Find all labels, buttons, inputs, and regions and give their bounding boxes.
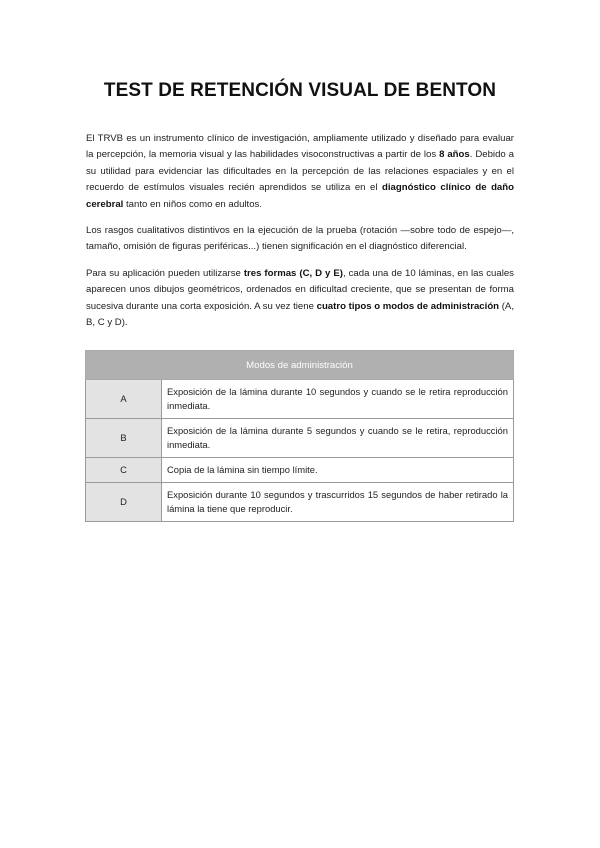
paragraph-application-segment: Para su aplicación pueden utilizarse (86, 267, 244, 279)
mode-description-cell: Exposición de la lámina durante 5 segundos y cuando se le retira, reproducción inmediata. (162, 419, 514, 458)
mode-letter-cell: A (86, 380, 162, 419)
paragraph-application (86, 266, 514, 332)
document-title: TEST DE RETENCIÓN VISUAL DE BENTON (103, 80, 497, 101)
mode-letter-cell: B (86, 419, 162, 458)
mode-description-cell: Exposición durante 10 segundos y trascurridos 15 segundos de haber retirado la lámina la tiene que reproducir. (162, 483, 514, 522)
paragraph-application-bold-forms: tres formas (C, D y E) (243, 267, 343, 279)
paragraph-intro-bold-diagnosis: diagnóstico clínico de daño cerebral (86, 182, 514, 210)
table-row (86, 458, 514, 483)
mode-letter-cell: C (86, 458, 162, 483)
administration-modes-table (85, 350, 514, 522)
paragraph-intro (86, 131, 514, 213)
paragraph-application-segment: (A, B, C y D). (86, 300, 514, 329)
paragraph-qualitative (86, 223, 514, 256)
paragraph-qualitative-segment: Los rasgos cualitativos distintivos en la ejecución de la prueba (rotación —sobre todo de espejo—, tamaño, omisión de figuras periféricas...) tienen significación en el diagnóstico diferencial. (86, 225, 514, 253)
table-header: Modos de administración (86, 351, 514, 380)
mode-letter-cell: D (86, 483, 162, 522)
paragraph-application-bold-modes: cuatro tipos o modos de administración (316, 300, 500, 312)
paragraph-intro-bold-age: 8 años (439, 149, 470, 161)
table-row (86, 380, 514, 419)
paragraph-application-segment: , cada una de 10 láminas, en las cuales aparecen unos dibujos geométricos, ordenados en dificultad creciente, que se presentan de forma sucesiva durante una corta exposición. A su vez tiene (86, 267, 514, 312)
table-row (86, 419, 514, 458)
mode-description-cell: Copia de la lámina sin tiempo límite. (162, 458, 514, 483)
document-body (86, 131, 514, 341)
mode-description-cell: Exposición de la lámina durante 10 segundos y cuando se le retira reproducción inmediata. (162, 380, 514, 419)
paragraph-intro-segment: El TRVB es un instrumento clínico de investigación, ampliamente utilizado y diseñado para evaluar la percepción, la memoria visual y las habilidades visoconstructivas a partir de los (86, 133, 514, 161)
paragraph-intro-segment: . Debido a su utilidad para evidenciar las dificultades en la percepción de las relaciones espaciales y en el recuerdo de estímulos visuales recién aprendidos se utiliza en el (86, 149, 514, 194)
table-row (86, 483, 514, 522)
table-header-row (86, 351, 514, 380)
paragraph-intro-segment: tanto en niños como en adultos. (123, 198, 263, 210)
